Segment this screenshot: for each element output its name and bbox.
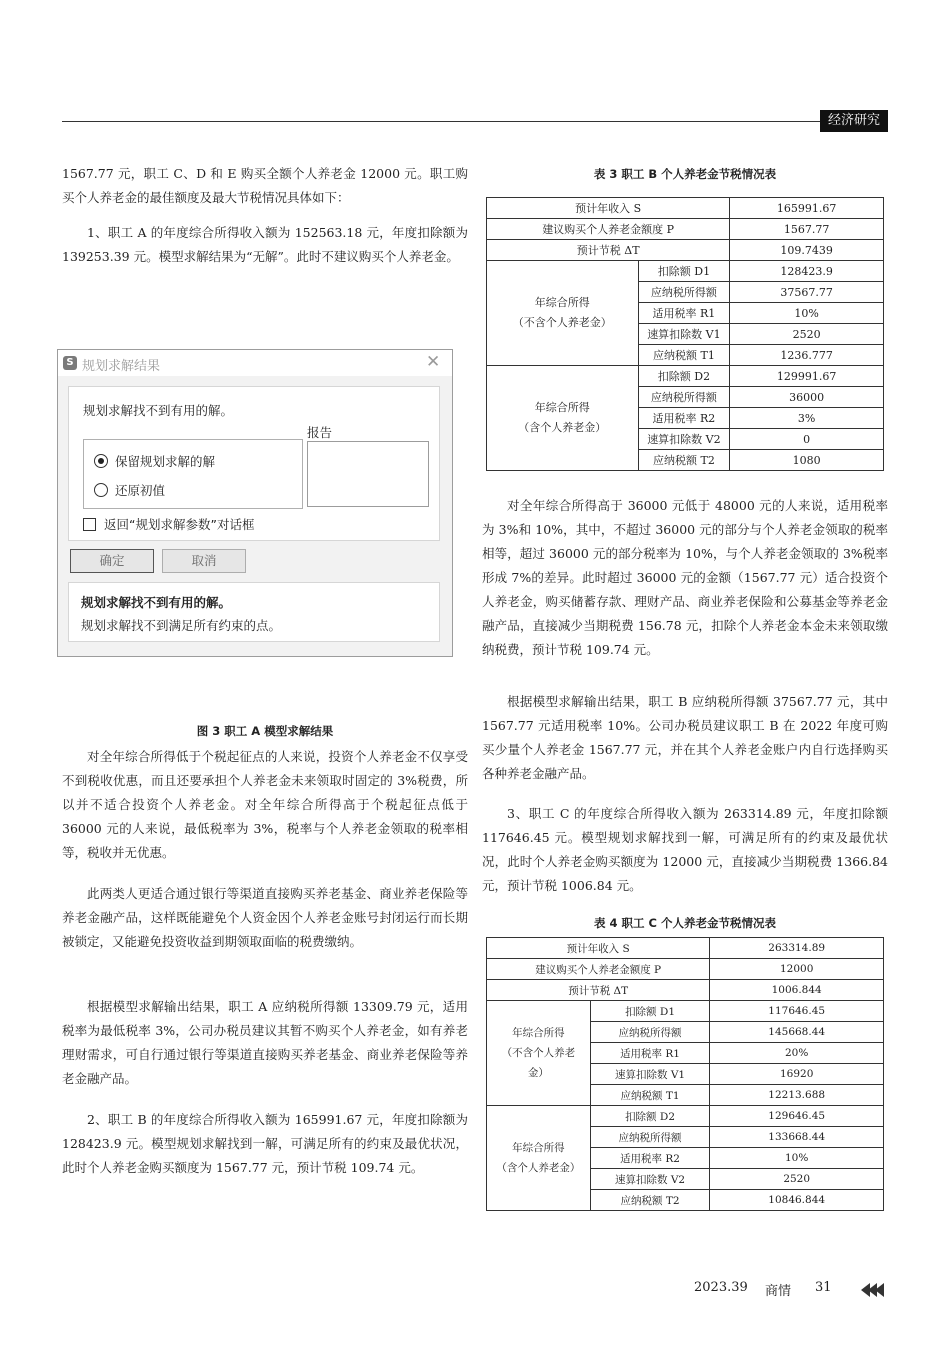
- table-cell: 适用税率 R2: [590, 1148, 710, 1169]
- footer-page-number: 31: [815, 1280, 832, 1295]
- table-cell: 扣除额 D1: [638, 261, 730, 282]
- table-cell: 20%: [710, 1043, 884, 1064]
- table-cell: 扣除额 D2: [638, 366, 730, 387]
- solver-result-dialog: [57, 349, 453, 657]
- radio-selected-icon: [94, 454, 108, 468]
- table-cell: 扣除额 D2: [590, 1106, 710, 1127]
- table-row: [487, 261, 884, 282]
- radio-restore-values[interactable]: [94, 481, 165, 499]
- table-cell: 适用税率 R1: [590, 1043, 710, 1064]
- table-cell: 12000: [710, 959, 884, 980]
- table-cell: 133668.44: [710, 1127, 884, 1148]
- footer-journal: 商情: [765, 1284, 792, 1299]
- table-group-cell: 年综合所得 （含个人养老金）: [487, 1106, 591, 1211]
- table-cell: 109.7439: [730, 240, 884, 261]
- table-cell: 应纳税所得额: [638, 387, 730, 408]
- table-cell: 预计节税 ΔT: [487, 980, 710, 1001]
- right-paragraph-1: 对全年综合所得高于 36000 元低于 48000 元的人来说，适用税率为 3%和 10%，其中，不超过 36000 元的部分与个人养老金领取的税率相等，超过 36000 元的部分税率为 10%，与个人养老金领取的 3%税率形成 7%的差异。此时超过 36000 元的金额（1567.77 元）适合投资个人养老金，购买储蓄存款、理财产品、商业养老保险和公募基金等养老金融产品，直接减少当期税费 156.78 元，扣除个人养老金本金未来领取缴纳税费，预计节税 109.74 元。: [482, 498, 888, 657]
- table-cell: 16920: [710, 1064, 884, 1085]
- table-4: [486, 937, 884, 1211]
- table-cell: 应纳税所得额: [590, 1022, 710, 1043]
- table-cell: 129991.67: [730, 366, 884, 387]
- table-cell: 10%: [730, 303, 884, 324]
- table-row: [487, 980, 884, 1001]
- table-cell: 扣除额 D1: [590, 1001, 710, 1022]
- table-cell: 0: [730, 429, 884, 450]
- table-row: [487, 240, 884, 261]
- figure-3-caption: 图 3 职工 A 模型求解结果: [196, 724, 334, 738]
- table-cell: 1080: [730, 450, 884, 471]
- return-to-parameters-checkbox[interactable]: [83, 515, 254, 533]
- report-listbox[interactable]: [307, 441, 429, 507]
- table-cell: 预计年收入 S: [487, 938, 710, 959]
- checkbox-label: 返回“规划求解参数”对话框: [104, 517, 255, 532]
- table-row: [487, 219, 884, 240]
- table-cell: 263314.89: [710, 938, 884, 959]
- table-row: [487, 366, 884, 387]
- report-label: 报告: [307, 425, 333, 440]
- table-cell: 速算扣除数 V2: [638, 429, 730, 450]
- footer-issue: 2023.39: [694, 1280, 748, 1295]
- right-paragraph-3: 3、职工 C 的年度综合所得收入额为 263314.89 元，年度扣除额 117646.45 元。模型规划求解找到一解，可满足所有的约束及最优状况，此时个人养老金购买额度为 12000 元，直接减少当期税费 1366.84 元，预计节税 1006.84 元。: [482, 806, 888, 893]
- table-cell: 建议购买个人养老金额度 P: [487, 219, 730, 240]
- table-cell: 12213.688: [710, 1085, 884, 1106]
- table-cell: 应纳税额 T2: [638, 450, 730, 471]
- table-cell: 应纳税额 T1: [638, 345, 730, 366]
- left-paragraph-4: 此两类人更适合通过银行等渠道直接购买养老基金、商业养老保险等养老金融产品，这样既能避免个人资金因个人养老金账号封闭运行而长期被锁定，又能避免投资收益到期领取面临的税费缴纳。: [62, 886, 468, 949]
- table-cell: 2520: [730, 324, 884, 345]
- table-cell: 117646.45: [710, 1001, 884, 1022]
- result-text: 规划求解找不到满足所有约束的点。: [81, 618, 282, 633]
- header-rule: [62, 121, 888, 122]
- table-3: [486, 197, 884, 471]
- table-row: [487, 938, 884, 959]
- table-row: [487, 1106, 884, 1127]
- radio-unselected-icon: [94, 483, 108, 497]
- table-cell: 预计年收入 S: [487, 198, 730, 219]
- table-cell: 预计节税 ΔT: [487, 240, 730, 261]
- table-cell: 128423.9: [730, 261, 884, 282]
- table-cell: 应纳税所得额: [638, 282, 730, 303]
- table-cell: 165991.67: [730, 198, 884, 219]
- result-title: 规划求解找不到有用的解。: [81, 595, 232, 610]
- table-cell: 10846.844: [710, 1190, 884, 1211]
- table-cell: 适用税率 R2: [638, 408, 730, 429]
- solution-options-group: [83, 439, 303, 509]
- page-arrow-icon: [863, 1283, 884, 1297]
- table-group-cell: 年综合所得 （含个人养老金）: [487, 366, 639, 471]
- dialog-titlebar: [58, 350, 452, 376]
- radio-keep-label: 保留规划求解的解: [115, 454, 216, 469]
- dialog-message: 规划求解找不到有用的解。: [83, 403, 234, 418]
- table-cell: 适用税率 R1: [638, 303, 730, 324]
- table-cell: 1006.844: [710, 980, 884, 1001]
- table-cell: 应纳税额 T2: [590, 1190, 710, 1211]
- table-row: [487, 1001, 884, 1022]
- left-paragraph-3: 对全年综合所得低于个税起征点的人来说，投资个人养老金不仅享受不到税收优惠，而且还要承担个人养老金未来领取时固定的 3%税费，所以并不适合投资个人养老金。对全年综合所得高于个税起征点低于 36000 元的人来说，最低税率为 3%，税率与个人养老金领取的税率相等，税收并无优惠。: [62, 749, 468, 860]
- table-cell: 3%: [730, 408, 884, 429]
- cancel-button[interactable]: 取消: [162, 549, 246, 573]
- table-cell: 速算扣除数 V2: [590, 1169, 710, 1190]
- table-cell: 建议购买个人养老金额度 P: [487, 959, 710, 980]
- left-paragraph-6: 2、职工 B 的年度综合所得收入额为 165991.67 元，年度扣除额为 128423.9 元。模型规划求解找到一解，可满足所有的约束及最优状况，此时个人养老金购买额度为 1567.77 元，预计节税 109.74 元。: [62, 1112, 468, 1175]
- table-cell: 37567.77: [730, 282, 884, 303]
- table-cell: 应纳税额 T1: [590, 1085, 710, 1106]
- table-cell: 速算扣除数 V1: [590, 1064, 710, 1085]
- dialog-main-panel: [68, 386, 440, 541]
- table-cell: 1567.77: [730, 219, 884, 240]
- table-cell: 129646.45: [710, 1106, 884, 1127]
- table-cell: 10%: [710, 1148, 884, 1169]
- checkbox-icon: [83, 518, 96, 531]
- table-cell: 1236.777: [730, 345, 884, 366]
- close-icon[interactable]: ✕: [426, 352, 441, 372]
- left-paragraph-5: 根据模型求解输出结果，职工 A 应纳税所得额 13309.79 元，适用税率为最低税率 3%，公司办税员建议其暂不购买个人养老金，如有养老理财需求，可自行通过银行等渠道直接购买养老基金、商业养老保险等养老金融产品。: [62, 999, 468, 1086]
- right-paragraph-2: 根据模型求解输出结果，职工 B 应纳税所得额 37567.77 元，其中 1567.77 元适用税率 10%。公司办税员建议职工 B 在 2022 年度可购买少量个人养老金 1567.77 元，并在其个人养老金账户内自行选择购买各种养老金融产品。: [482, 694, 888, 781]
- table-cell: 36000: [730, 387, 884, 408]
- dialog-result-panel: [68, 582, 440, 642]
- table-group-cell: 年综合所得 （不含个人养老金）: [487, 261, 639, 366]
- radio-keep-solution[interactable]: [94, 452, 215, 470]
- table-cell: 145668.44: [710, 1022, 884, 1043]
- table-cell: 速算扣除数 V1: [638, 324, 730, 345]
- table-row: [487, 198, 884, 219]
- solver-app-icon: S: [63, 356, 77, 370]
- table-cell: 应纳税所得额: [590, 1127, 710, 1148]
- table-cell: 2520: [710, 1169, 884, 1190]
- left-paragraph-2: 1、职工 A 的年度综合所得收入额为 152563.18 元，年度扣除额为 139253.39 元。模型求解结果为“无解”。此时不建议购买个人养老金。: [62, 225, 468, 264]
- table-row: [487, 959, 884, 980]
- table-3-caption: 表 3 职工 B 个人养老金节税情况表: [593, 167, 777, 181]
- left-paragraph-1: 1567.77 元，职工 C、D 和 E 购买全额个人养老金 12000 元。职工购买个人养老金的最佳额度及最大节税情况具体如下：: [62, 166, 468, 205]
- ok-button[interactable]: 确定: [70, 549, 154, 573]
- table-group-cell: 年综合所得 （不含个人养老 金）: [487, 1001, 591, 1106]
- table-4-caption: 表 4 职工 C 个人养老金节税情况表: [594, 916, 776, 930]
- radio-restore-label: 还原初值: [115, 483, 166, 498]
- section-tag: 经济研究: [820, 110, 888, 132]
- dialog-title: 规划求解结果: [82, 359, 161, 374]
